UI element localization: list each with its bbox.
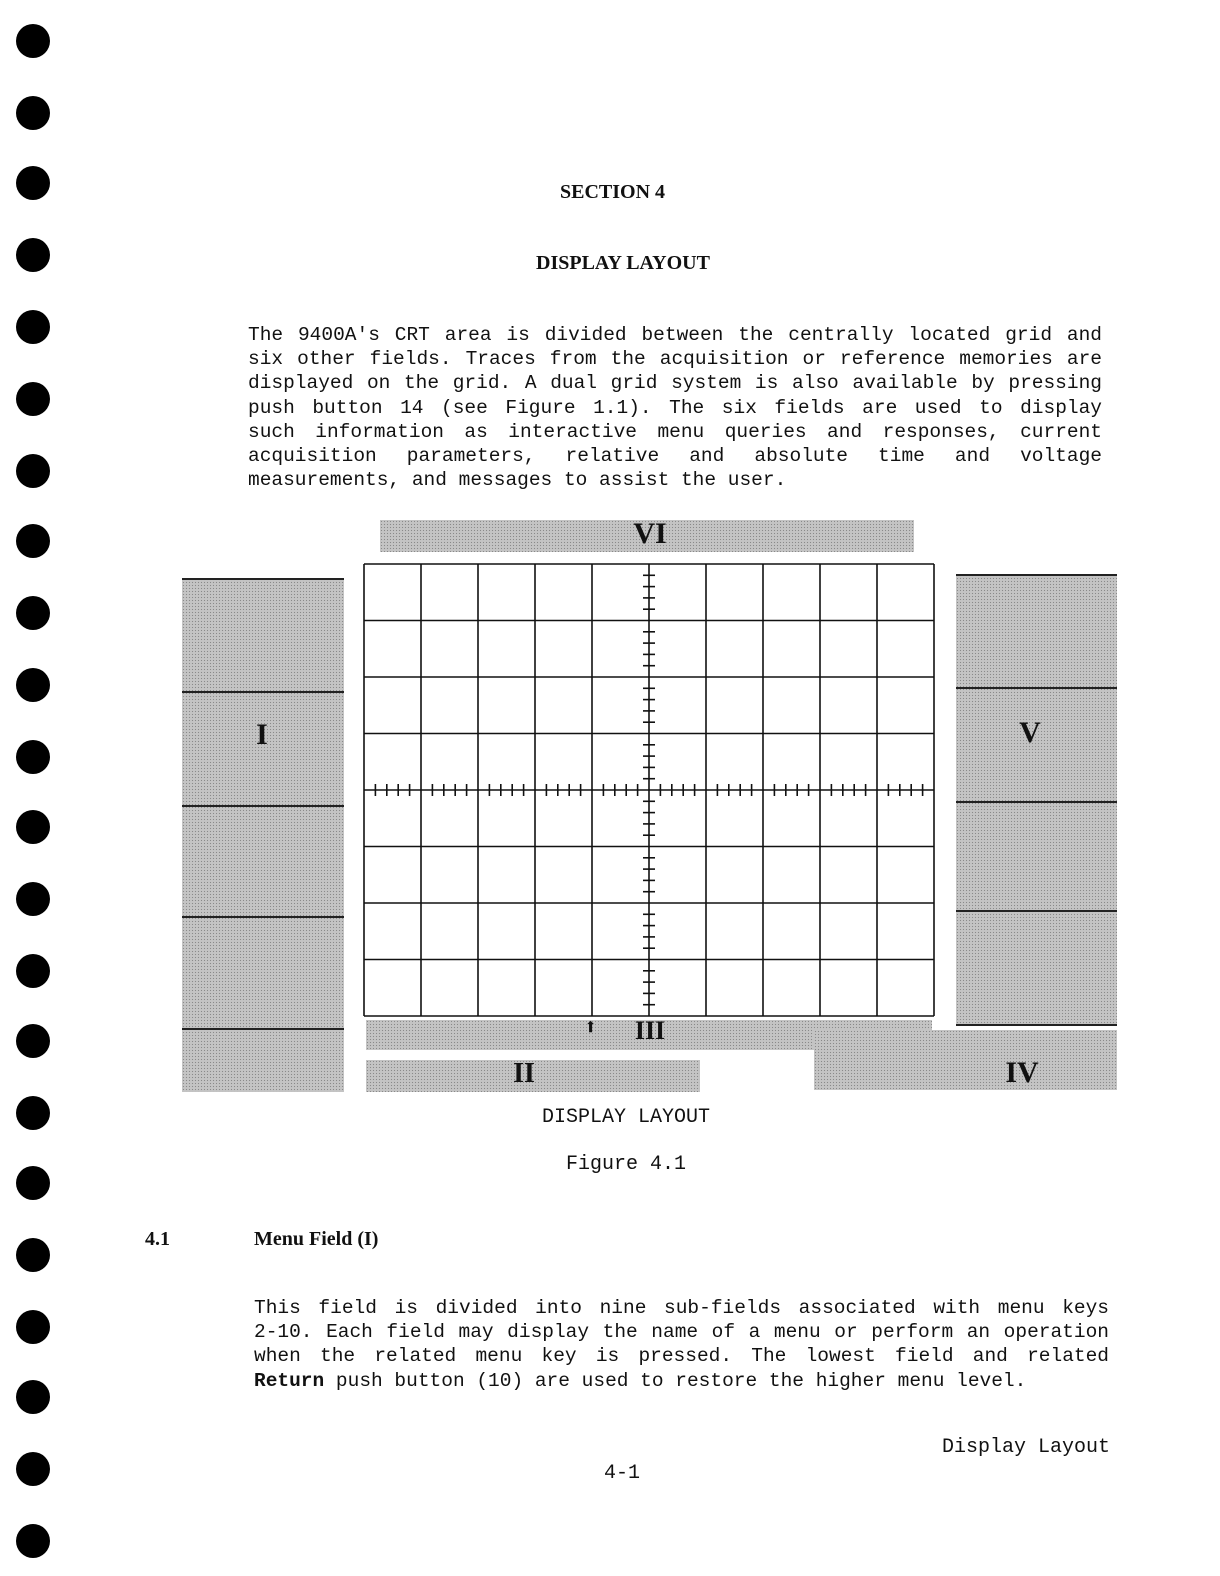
return-keyword: Return [254,1369,325,1392]
field-ii-label: II [513,1058,535,1089]
binder-hole [16,238,50,272]
field-i [182,578,344,1092]
page-title: DISPLAY LAYOUT [536,252,710,274]
field-i-divider [182,805,344,807]
menu-field-paragraph [254,1296,1109,1393]
binder-hole [16,1310,50,1344]
field-i-divider [182,691,344,693]
field-v-label: V [1019,716,1041,749]
binder-hole [16,810,50,844]
paragraph-line-rest: push button (10) are used to restore the higher menu level. [324,1369,1027,1392]
field-v-divider [956,910,1117,912]
intro-line: push button 14 (see Figure 1.1). The six fields are used to display [248,396,1102,419]
field-ii [366,1060,700,1092]
binder-hole [16,1524,50,1558]
field-i-divider [182,578,344,580]
page-number: 4-1 [604,1462,641,1485]
paragraph-line: when the related menu key is pressed. The lowest field and related [254,1345,1109,1368]
binder-hole [16,310,50,344]
binder-hole [16,166,50,200]
binder-hole [16,954,50,988]
field-vi-label: VI [633,517,667,550]
binder-hole [16,24,50,58]
binder-hole [16,1452,50,1486]
binder-hole [16,1096,50,1130]
intro-line: The 9400A's CRT area is divided between the centrally located grid and [248,324,1102,346]
binder-hole [16,524,50,558]
display-grid [360,562,938,1018]
subsection-number: 4.1 [145,1228,170,1250]
field-v-divider [956,687,1117,689]
field-i-divider [182,916,344,918]
binder-hole [16,382,50,416]
field-v-divider [956,801,1117,803]
intro-line: acquisition parameters, relative and absolute time and voltage [248,445,1102,468]
field-i-label: I [256,718,268,751]
intro-line: such information as interactive menu queries and responses, current [248,420,1102,443]
field-v-divider [956,574,1117,576]
paragraph-line: 2-10. Each field may display the name of a menu or perform an operation [254,1321,1109,1344]
figure-caption-title: DISPLAY LAYOUT [542,1106,711,1129]
subsection-title: Menu Field (I) [254,1228,379,1250]
binder-hole [16,454,50,488]
binder-hole [16,96,50,130]
field-i-divider [182,1028,344,1030]
binder-hole [16,740,50,774]
trigger-arrow-icon: ⬆ [584,1016,598,1041]
intro-line: measurements, and messages to assist the user. [248,469,787,492]
binder-hole [16,668,50,702]
paragraph-line [254,1369,1109,1393]
field-iv [814,1030,1117,1090]
field-v-divider [956,1024,1117,1026]
paragraph-line: This field is divided into nine sub-fields associated with menu keys [254,1297,1109,1319]
running-title: Display Layout [942,1436,1111,1459]
binder-hole [16,1166,50,1200]
binder-hole [16,1380,50,1414]
binder-hole [16,1238,50,1272]
figure-caption-number: Figure 4.1 [566,1153,687,1176]
intro-line: six other fields. Traces from the acquisition or reference memories are [248,348,1102,371]
field-iv-label: IV [1005,1056,1039,1089]
intro-line: displayed on the grid. A dual grid system is also available by pressing [248,372,1102,395]
binder-hole [16,596,50,630]
field-v [956,574,1117,1026]
section-number: SECTION 4 [560,181,666,203]
field-iii-label: III [634,1016,666,1045]
binder-hole [16,1024,50,1058]
binder-hole [16,882,50,916]
field-vi [380,517,914,552]
intro-paragraph [248,323,1102,492]
